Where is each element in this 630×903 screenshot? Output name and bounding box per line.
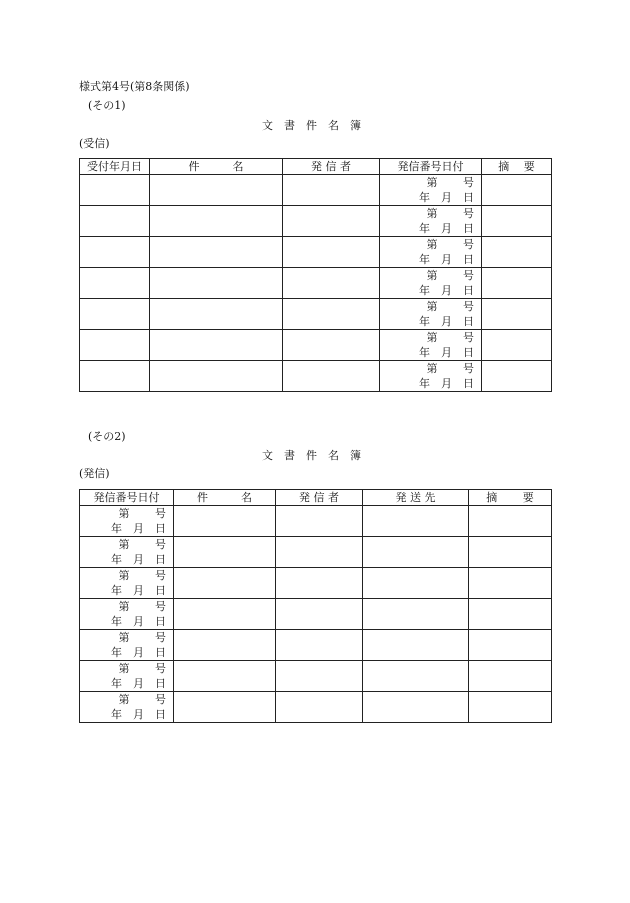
date-text: 年 月 日: [111, 584, 166, 597]
number-date-cell: [80, 692, 174, 723]
header-cell: 発 信 者: [283, 159, 380, 175]
send-header-row: [80, 490, 552, 506]
date-text: 年 月 日: [111, 615, 166, 628]
table-row: [80, 299, 552, 330]
blank-cell: [276, 537, 363, 568]
blank-cell: [283, 361, 380, 392]
number-text: 第 号: [426, 238, 474, 251]
blank-cell: [482, 330, 552, 361]
header-cell: 件 名: [150, 159, 283, 175]
receipt-header-row: [80, 159, 552, 175]
part1-title: 文 書 件 名 簿: [262, 119, 361, 132]
table-row: [80, 237, 552, 268]
blank-cell: [469, 506, 552, 537]
blank-cell: [283, 206, 380, 237]
number-text: 第 号: [118, 631, 166, 644]
table-row: [80, 268, 552, 299]
number-text: 第 号: [426, 362, 474, 375]
table-row: [80, 568, 552, 599]
number-text: 第 号: [426, 269, 474, 282]
blank-cell: [174, 692, 276, 723]
blank-cell: [469, 568, 552, 599]
blank-cell: [80, 268, 150, 299]
blank-cell: [469, 537, 552, 568]
table-row: [80, 330, 552, 361]
number-date-cell: [380, 237, 482, 268]
blank-cell: [363, 506, 469, 537]
header-cell: 発信番号日付: [80, 490, 174, 506]
blank-cell: [283, 175, 380, 206]
blank-cell: [150, 268, 283, 299]
number-text: 第 号: [426, 207, 474, 220]
date-text: 年 月 日: [111, 522, 166, 535]
blank-cell: [174, 661, 276, 692]
date-text: 年 月 日: [111, 646, 166, 659]
date-text: 年 月 日: [419, 191, 474, 204]
blank-cell: [150, 361, 283, 392]
header-cell: 発 送 先: [363, 490, 469, 506]
number-date-cell: [380, 268, 482, 299]
number-text: 第 号: [426, 331, 474, 344]
table-row: [80, 692, 552, 723]
number-text: 第 号: [118, 600, 166, 613]
blank-cell: [283, 330, 380, 361]
number-date-cell: [80, 599, 174, 630]
blank-cell: [482, 299, 552, 330]
part2-kind: (発信): [79, 467, 110, 480]
blank-cell: [469, 599, 552, 630]
blank-cell: [80, 175, 150, 206]
blank-cell: [80, 206, 150, 237]
part1-label: (その1): [88, 99, 126, 112]
number-date-cell: [380, 206, 482, 237]
number-text: 第 号: [426, 300, 474, 313]
blank-cell: [482, 206, 552, 237]
blank-cell: [80, 237, 150, 268]
part2-label: (その2): [88, 430, 126, 443]
blank-cell: [276, 568, 363, 599]
blank-cell: [363, 661, 469, 692]
number-date-cell: [80, 630, 174, 661]
header-cell: 摘 要: [482, 159, 552, 175]
number-date-cell: [380, 361, 482, 392]
part1-kind: (受信): [79, 137, 110, 150]
table-row: [80, 599, 552, 630]
blank-cell: [276, 661, 363, 692]
blank-cell: [482, 361, 552, 392]
table-row: [80, 506, 552, 537]
header-cell: 発信番号日付: [380, 159, 482, 175]
blank-cell: [469, 630, 552, 661]
send-table: [79, 489, 552, 723]
date-text: 年 月 日: [419, 222, 474, 235]
blank-cell: [482, 268, 552, 299]
date-text: 年 月 日: [111, 677, 166, 690]
number-date-cell: [80, 568, 174, 599]
blank-cell: [276, 599, 363, 630]
table-row: [80, 361, 552, 392]
blank-cell: [363, 599, 469, 630]
table-row: [80, 661, 552, 692]
blank-cell: [469, 661, 552, 692]
blank-cell: [174, 599, 276, 630]
blank-cell: [363, 568, 469, 599]
date-text: 年 月 日: [419, 253, 474, 266]
receipt-table: [79, 158, 552, 392]
header-cell: 件 名: [174, 490, 276, 506]
date-text: 年 月 日: [419, 346, 474, 359]
number-text: 第 号: [118, 538, 166, 551]
number-date-cell: [380, 175, 482, 206]
form-label: 様式第4号(第8条関係): [79, 80, 190, 93]
blank-cell: [276, 630, 363, 661]
blank-cell: [276, 692, 363, 723]
date-text: 年 月 日: [419, 315, 474, 328]
date-text: 年 月 日: [111, 708, 166, 721]
number-text: 第 号: [426, 176, 474, 189]
number-date-cell: [380, 330, 482, 361]
blank-cell: [150, 299, 283, 330]
blank-cell: [482, 175, 552, 206]
blank-cell: [363, 537, 469, 568]
blank-cell: [150, 237, 283, 268]
date-text: 年 月 日: [111, 553, 166, 566]
blank-cell: [363, 630, 469, 661]
part2-title: 文 書 件 名 簿: [262, 449, 361, 462]
blank-cell: [150, 175, 283, 206]
blank-cell: [363, 692, 469, 723]
date-text: 年 月 日: [419, 284, 474, 297]
blank-cell: [80, 361, 150, 392]
number-text: 第 号: [118, 569, 166, 582]
number-text: 第 号: [118, 507, 166, 520]
header-cell: 摘 要: [469, 490, 552, 506]
number-text: 第 号: [118, 662, 166, 675]
blank-cell: [174, 537, 276, 568]
blank-cell: [482, 237, 552, 268]
blank-cell: [80, 330, 150, 361]
table-row: [80, 630, 552, 661]
number-date-cell: [380, 299, 482, 330]
number-text: 第 号: [118, 693, 166, 706]
blank-cell: [276, 506, 363, 537]
blank-cell: [283, 237, 380, 268]
blank-cell: [174, 568, 276, 599]
table-row: [80, 206, 552, 237]
blank-cell: [283, 268, 380, 299]
header-cell: 受付年月日: [80, 159, 150, 175]
header-cell: 発 信 者: [276, 490, 363, 506]
table-row: [80, 175, 552, 206]
date-text: 年 月 日: [419, 377, 474, 390]
blank-cell: [174, 630, 276, 661]
number-date-cell: [80, 661, 174, 692]
table-row: [80, 537, 552, 568]
blank-cell: [150, 206, 283, 237]
blank-cell: [283, 299, 380, 330]
blank-cell: [80, 299, 150, 330]
number-date-cell: [80, 537, 174, 568]
blank-cell: [469, 692, 552, 723]
blank-cell: [174, 506, 276, 537]
number-date-cell: [80, 506, 174, 537]
blank-cell: [150, 330, 283, 361]
